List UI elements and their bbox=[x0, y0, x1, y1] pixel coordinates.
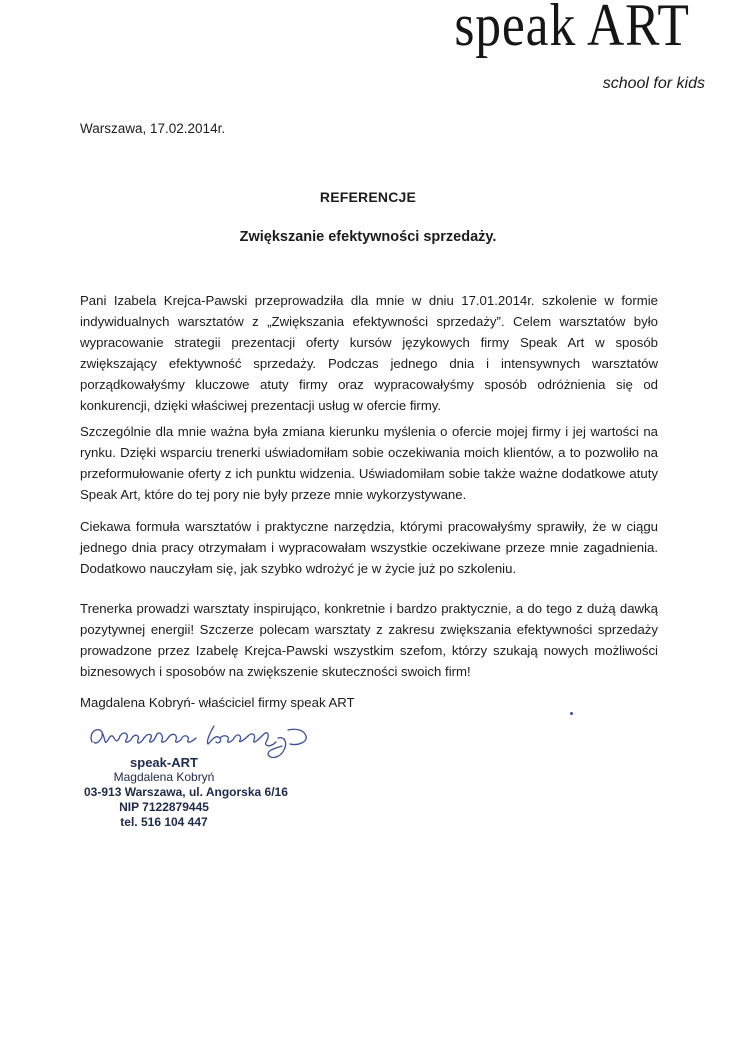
document-title: REFERENCJE bbox=[319, 189, 417, 205]
stamp-phone: tel. 516 104 447 bbox=[120, 815, 208, 829]
stamp-nip: NIP 7122879445 bbox=[119, 800, 209, 814]
stamp-company: speak-ART bbox=[130, 755, 198, 770]
stamp-address: 03-913 Warszawa, ul. Angorska 6/16 bbox=[84, 785, 288, 799]
brand-logo: speak ART bbox=[454, 0, 690, 58]
paragraph-2: Szczególnie dla mnie ważna była zmiana kierunku myślenia o ofercie mojej firmy i jej wartości na rynku. Dzięki wsparciu trenerki uświadomiłam sobie oczekiwania moich klientów, a to pozwoliło na przeformułowanie oferty z ich punktu widzenia. Uświadomiłam sobie także ważne dodatkowe atuty Speak Art, które do tej pory nie były przeze mnie wykorzystywane. bbox=[80, 424, 658, 502]
date-line: Warszawa, 17.02.2014r. bbox=[80, 121, 226, 136]
paragraph-1: Pani Izabela Krejca-Pawski przeprowadziła dla mnie w dniu 17.01.2014r. szkolenie w formie indywidualnych warsztatów z „Zwiększania efektywności sprzedaży”. Celem warsztatów było wypracowanie strategii prezentacji oferty kursów językowych firmy Speak Art w sposób zwiększający efektywność sprzedaży. Podczas jednego dnia i intensywnych warsztatów porządkowałyśmy kluczowe atuty firmy oraz wypracowałyśmy sposób odróżnienia się od konkurencji, dzięki właściwej prezentacji usług w ofercie firmy. bbox=[80, 293, 658, 413]
stamp-name: Magdalena Kobryń bbox=[113, 770, 215, 784]
paragraph-4: Trenerka prowadzi warsztaty inspirująco, konkretnie i bardzo praktycznie, a do tego z dużą dawką pozytywnej energii! Szczerze polecam warsztaty z zakresu zwiększania efektywności sprzedaży prowadzone przez Izabelę Krejca-Pawski wszystkim szefom, którzy szukają nowych możliwości biznesowych i sposobów na zwiększenie skuteczności swoich firm! bbox=[80, 601, 658, 679]
closing-line: Magdalena Kobryń- właściciel firmy speak ART bbox=[80, 695, 355, 710]
document-subtitle: Zwiększanie efektywności sprzedaży. bbox=[239, 229, 497, 245]
ink-speck bbox=[570, 712, 573, 715]
brand-tagline: school for kids bbox=[602, 75, 705, 92]
paragraph-3: Ciekawa formuła warsztatów i praktyczne narzędzia, którymi pracowałyśmy sprawiły, że w ciągu jednego dnia pracy otrzymałam i wypracowałam wszystkie oczekiwane przeze mnie zagadnienia. Dodatkowo nauczyłam się, jak szybko wdrożyć je w życie już po szkoleniu. bbox=[80, 519, 658, 576]
company-stamp bbox=[84, 755, 288, 830]
